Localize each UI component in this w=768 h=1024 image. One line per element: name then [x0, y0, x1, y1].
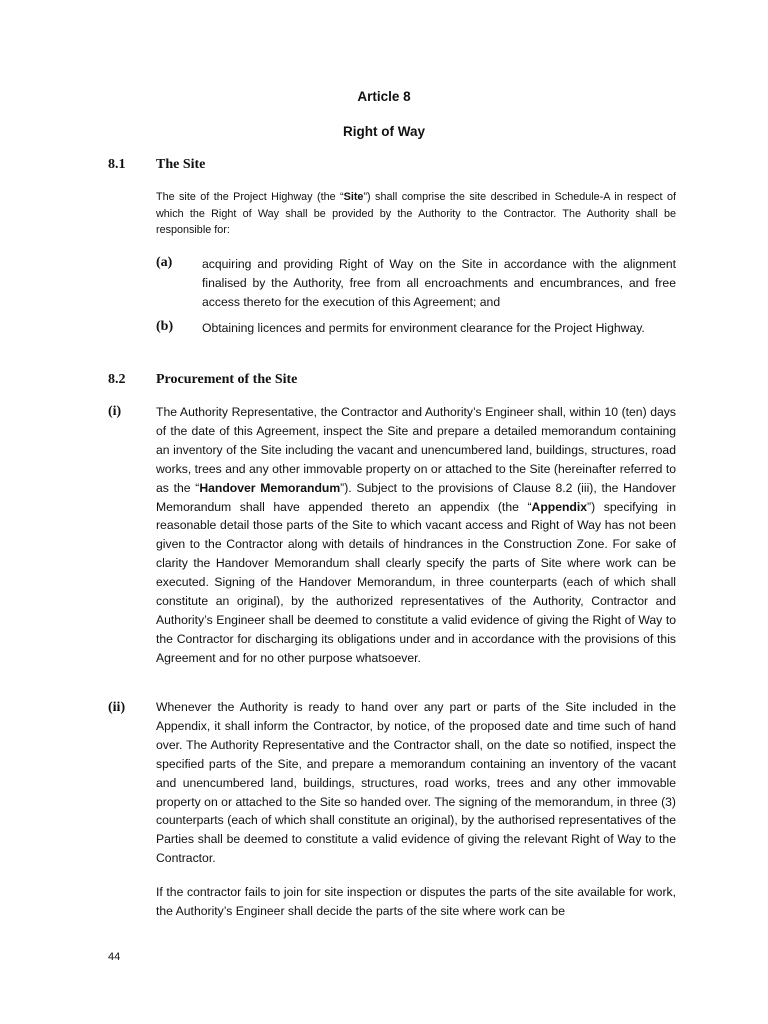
list-item-text: Obtaining licences and permits for environment clearance for the Project Highway.: [202, 321, 645, 335]
defined-term: Handover Memorandum: [199, 480, 341, 495]
defined-term: Site: [343, 191, 364, 203]
list-item-text: acquiring and providing Right of Way on the Site in accordance with the alignment finalised by the Authority, free from all encroachments and encumbrances, and free access thereto for the execution of this Agreement; and: [202, 257, 676, 309]
item-label: (b): [156, 319, 174, 334]
section-title: Procurement of the Site: [156, 372, 298, 387]
item-label: (a): [156, 255, 173, 270]
continuation-paragraph: If the contractor fails to join for site inspection or disputes the parts of the site available for work, the Authority’s Engineer shall decide the parts of the site where work can be: [156, 885, 676, 918]
article-heading: Article 8: [357, 89, 411, 104]
clause-paragraph: Whenever the Authority is ready to hand over any part or parts of the Site included in the Appendix, it shall inform the Contractor, by notice, of the proposed date and time such of hand over. The Authority Representative and the Contractor shall, on the date so notified, inspect the specified parts of the Site, and prepare a memorandum containing an inventory of the vacant and unencumbered land, buildings, structures, road works, trees and any other immovable property on or attached to the Site so handed over. The signing of the memorandum, in three (3) counterparts (each of which shall constitute an original), by the authorised representatives of the Parties shall be deemed to constitute a valid evidence of giving the relevant Right of Way to the Contractor.: [156, 700, 676, 866]
section-intro-paragraph: The site of the Project Highway (the “Site”) shall comprise the site described in Schedule-A in respect of which the Right of Way shall be provided by the Authority to the Contractor. The Authority shall be responsible for:: [156, 191, 676, 237]
section-title: The Site: [156, 157, 206, 172]
clause-paragraph: The Authority Representative, the Contractor and Authority’s Engineer shall, within 10 (ten) days of the date of this Agreement, inspect the Site and prepare a detailed memorandum containing an inventory of the Site including the vacant and unencumbered land, buildings, structures, road works, trees and any other immovable property on or attached to the Site (hereinafter referred to as the “Handover Memorandum”). Subject to the provisions of Clause 8.2 (iii), the Handover Memorandum shall have appended thereto an appendix (the “Appendix”) specifying in reasonable detail those parts of the Site to which vacant access and Right of Way has not been given to the Contractor along with details of hindrances in the Construction Zone. For sake of clarity the Handover Memorandum shall clearly specify the parts of Site where work can be executed. Signing of the Handover Memorandum, in three counterparts (each of which shall constitute an original), by the authorized representatives of the Authority, Contractor and Authority’s Engineer shall be deemed to constitute a valid evidence of giving the Right of Way to the Contractor for discharging its obligations under and in accordance with the provisions of this Agreement and for no other purpose whatsoever.: [156, 405, 676, 665]
clause-label: (ii): [108, 700, 126, 715]
page-number: 44: [108, 951, 121, 963]
clause-label: (i): [108, 404, 122, 419]
section-number: 8.1: [108, 157, 126, 172]
section-number: 8.2: [108, 372, 126, 387]
article-title: Right of Way: [343, 124, 425, 139]
defined-term: Appendix: [531, 499, 588, 514]
